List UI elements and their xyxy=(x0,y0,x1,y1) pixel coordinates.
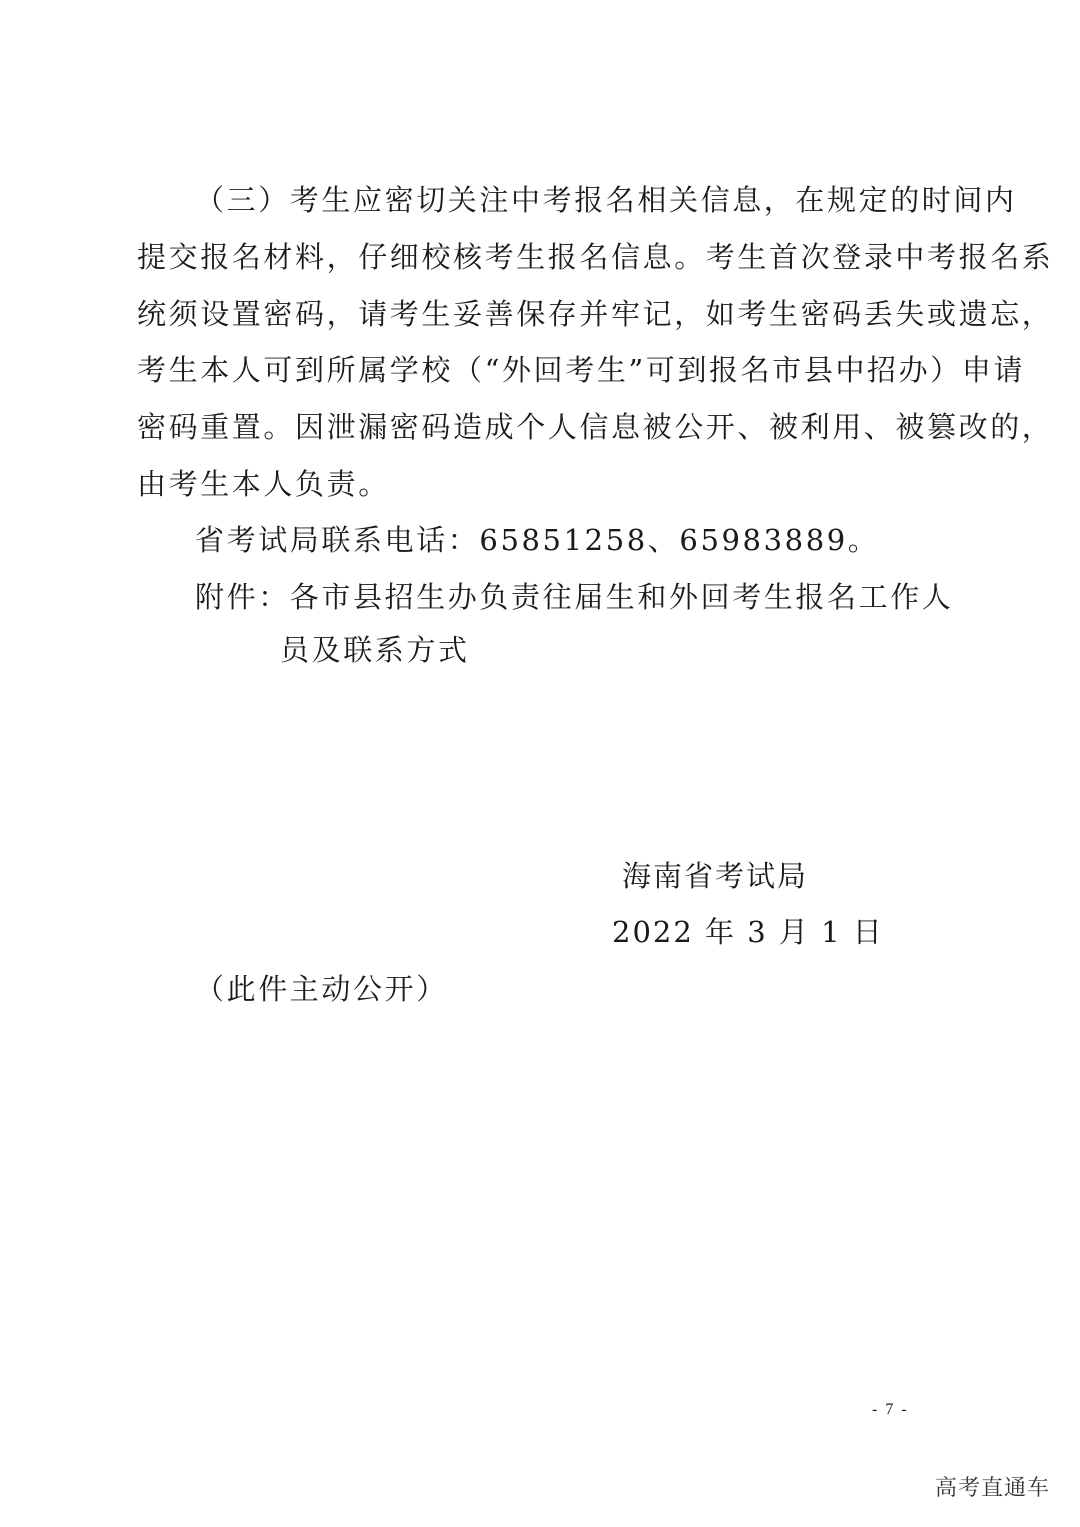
issue-date: 2022 年 3 月 1 日 xyxy=(612,915,884,949)
paragraph-line: 统须设置密码，请考生妥善保存并牢记，如考生密码丢失或遗忘， xyxy=(137,297,1054,331)
issuer-name: 海南省考试局 xyxy=(622,859,809,893)
paragraph-line: 提交报名材料，仔细校核考生报名信息。考生首次登录中考报名系 xyxy=(137,240,1054,274)
page-number: - 7 - xyxy=(872,1401,909,1418)
paragraph-line: 考生本人可到所属学校（“外回考生”可到报名市县中招办）申请 xyxy=(137,353,1026,387)
contact-phone-line: 省考试局联系电话：65851258、65983889。 xyxy=(195,523,880,557)
paragraph-line: 由考生本人负责。 xyxy=(137,467,390,501)
disclosure-note: （此件主动公开） xyxy=(195,972,448,1006)
attachment-line-continued: 员及联系方式 xyxy=(280,633,470,667)
attachment-line: 附件：各市县招生办负责往届生和外回考生报名工作人 xyxy=(195,580,954,614)
paragraph-line: （三）考生应密切关注中考报名相关信息，在规定的时间内 xyxy=(195,183,1017,217)
watermark-text: 高考直通车 xyxy=(934,1476,1050,1501)
paragraph-line: 密码重置。因泄漏密码造成个人信息被公开、被利用、被篡改的， xyxy=(137,410,1054,444)
